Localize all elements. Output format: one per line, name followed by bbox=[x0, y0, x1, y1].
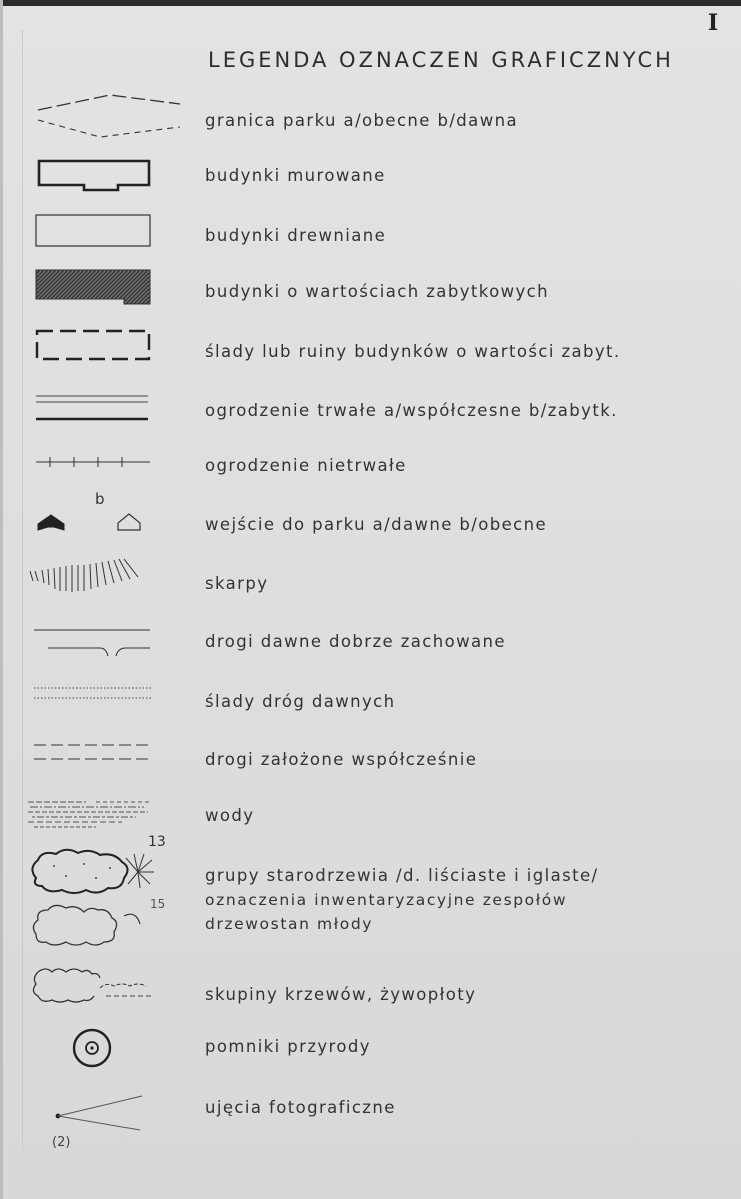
young-trees-icon bbox=[28, 900, 146, 950]
legend-label-ruins: ślady lub ruiny budynków o wartości zabyt. bbox=[205, 342, 621, 361]
legend-label-photo-viewpoints: ujęcia fotograficzne bbox=[205, 1098, 396, 1117]
legend-label-old-tree-groups: grupy starodrzewia /d. liściaste i iglaste/ bbox=[205, 866, 599, 885]
legend-label-historic-buildings: budynki o wartościach zabytkowych bbox=[205, 282, 549, 301]
historic-building-hatched-icon bbox=[34, 268, 154, 308]
photo-viewpoint-icon bbox=[50, 1092, 150, 1134]
old-road-traces-dotted-icon bbox=[30, 682, 156, 706]
page-title: LEGENDA OZNACZEN GRAFICZNYCH bbox=[208, 48, 674, 72]
legend-label-wooden-buildings: budynki drewniane bbox=[205, 226, 387, 245]
tree-group-number-13: 13 bbox=[148, 834, 166, 850]
legend-label-modern-roads: drogi założone współcześnie bbox=[205, 750, 478, 769]
old-road-lines-icon bbox=[30, 624, 154, 660]
legend-label-permanent-fence: ogrodzenie trwałe a/współczesne b/zabytk. bbox=[205, 401, 618, 420]
modern-road-dashed-icon bbox=[30, 738, 154, 766]
entrance-marker-b: b bbox=[95, 490, 105, 508]
legend-label-temporary-fence: ogrodzenie nietrwałe bbox=[205, 456, 407, 475]
slope-hachures-icon bbox=[26, 557, 156, 599]
legend-label-slopes: skarpy bbox=[205, 574, 269, 593]
shrub-groups-hedges-icon bbox=[28, 964, 158, 1008]
ruin-dashed-rectangle-icon bbox=[32, 327, 156, 365]
masonry-building-icon bbox=[36, 157, 154, 193]
park-boundary-dashed-lines-icon bbox=[30, 92, 185, 140]
margin-line bbox=[22, 30, 23, 1150]
legend-label-entrance: wejście do parku a/dawne b/obecne bbox=[205, 515, 548, 534]
legend-label-natural-monuments: pomniki przyrody bbox=[205, 1037, 371, 1056]
page-number: I bbox=[707, 10, 719, 36]
scan-left-edge bbox=[0, 0, 3, 1199]
legend-label-old-roads-preserved: drogi dawne dobrze zachowane bbox=[205, 632, 506, 651]
legend-label-water: wody bbox=[205, 806, 255, 825]
natural-monument-circle-icon bbox=[70, 1026, 114, 1070]
legend-label-inventory-markings: oznaczenia inwentaryzacyjne zespołów bbox=[205, 891, 568, 909]
legend-label-park-boundary: granica parku a/obecne b/dawna bbox=[205, 111, 518, 130]
legend-label-old-road-traces: ślady dróg dawnych bbox=[205, 692, 396, 711]
legend-label-shrubs-hedges: skupiny krzewów, żywopłoty bbox=[205, 985, 477, 1004]
permanent-fence-icon bbox=[32, 390, 154, 426]
old-tree-groups-icon bbox=[26, 846, 156, 900]
temporary-fence-ticks-icon bbox=[32, 452, 154, 472]
inventory-number-15: 15 bbox=[150, 897, 166, 911]
legend-label-young-trees: drzewostan młody bbox=[205, 915, 374, 933]
scan-top-border bbox=[0, 0, 741, 6]
wooden-building-icon bbox=[34, 212, 154, 250]
water-hatching-icon bbox=[26, 796, 154, 832]
entrance-house-icon bbox=[34, 508, 154, 536]
photo-viewpoint-number: (2) bbox=[52, 1135, 71, 1150]
legend-label-masonry-buildings: budynki murowane bbox=[205, 166, 386, 185]
